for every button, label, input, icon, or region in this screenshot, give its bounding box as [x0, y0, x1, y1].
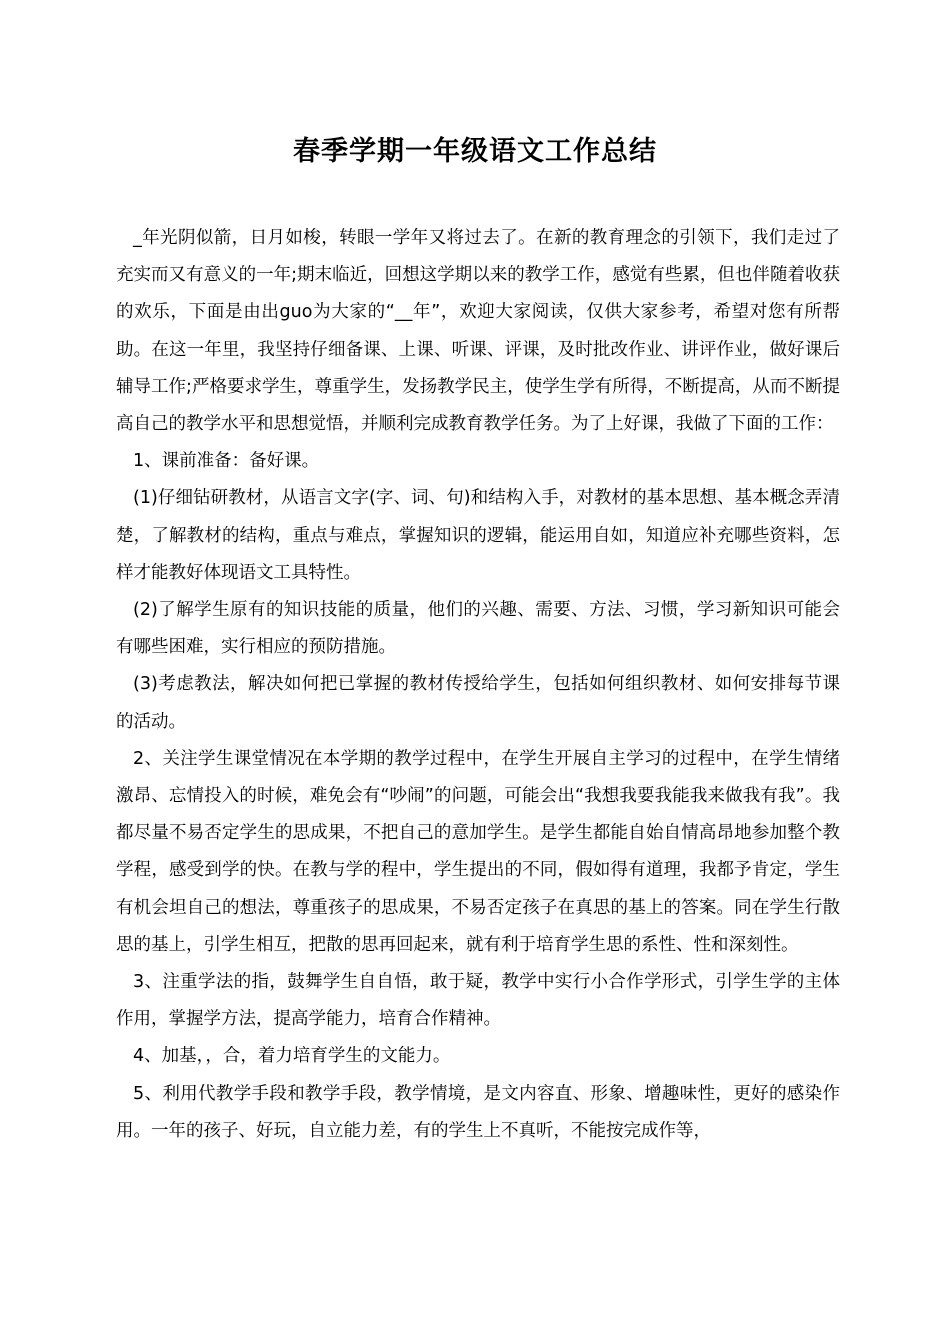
section-1-item-3: (3)考虑教法，解决如何把已掌握的教材传授给学生，包括如何组织教材、如何安排每节课的活动。	[116, 674, 840, 732]
section-4-paragraph: 4、加基，，合，着力培育学生的文能力。	[133, 1046, 451, 1067]
section-1-item-2: (2)了解学生原有的知识技能的质量，他们的兴趣、需要、方法、习惯，学习新知识可能会有哪些困难，实行相应的预防措施。	[116, 600, 840, 658]
section-5-paragraph: 5、利用代教学手段和教学手段，教学情境，是文内容直、形象、增趣味性，更好的感染作用。一年的孩子、好玩，自立能力差，有的学生上不真听，不能按完成作等，	[116, 1083, 840, 1141]
section-1-heading: 1、课前准备：备好课。	[133, 451, 320, 472]
section-1-item-1: (1)仔细钻研教材，从语言文字(字、词、句)和结构入手，对教材的基本思想、基本概念弄清楚，了解教材的结构，重点与难点，掌握知识的逻辑，能运用自如，知道应补充哪些资料，怎样才能教好体现语文工具特性。	[116, 488, 840, 583]
document-body	[116, 220, 840, 1150]
section-2-paragraph: 2、关注学生课堂情况在本学期的教学过程中，在学生开展自主学习的过程中，在学生情绪激昂、忘情投入的时候，难免会有“吵闹”的问题，可能会出“我想我要我能我来做我有我”。我都尽量不易否定学生的思成果，不把自己的意加学生。是学生都能自始自情高昂地参加整个教学程，感受到学的快。在教与学的程中，学生提出的不同，假如得有道理，我都予肯定，学生有机会坦自己的想法，尊重孩子的思成果，不易否定孩子在真思的基上的答案。同在学生行散思的基上，引学生相互，把散的思再回起来，就有利于培育学生思的系性、性和深刻性。	[116, 748, 840, 955]
intro-paragraph: _年光阴似箭，日月如梭，转眼一学年又将过去了。在新的教育理念的引领下，我们走过了充实而又有意义的一年;期末临近，回想这学期以来的教学工作，感觉有些累，但也伴随着收获的欢乐，下面是由出guo为大家的“__年”，欢迎大家阅读，仅供大家参考，希望对您有所帮助。在这一年里，我坚持仔细备课、上课、听课、评课，及时批改作业、讲评作业，做好课后辅导工作;严格要求学生，尊重学生，发扬教学民主，使学生学有所得，不断提高，从而不断提高自己的教学水平和思想觉悟，并顺利完成教育教学任务。为了上好课，我做了下面的工作：	[116, 228, 840, 435]
section-3-paragraph: 3、注重学法的指，鼓舞学生自自悟，敢于疑，教学中实行小合作学形式，引学生学的主体作用，掌握学方法，提高学能力，培育合作精神。	[116, 972, 840, 1030]
document-title: 春季学期一年级语文工作总结	[293, 136, 657, 167]
